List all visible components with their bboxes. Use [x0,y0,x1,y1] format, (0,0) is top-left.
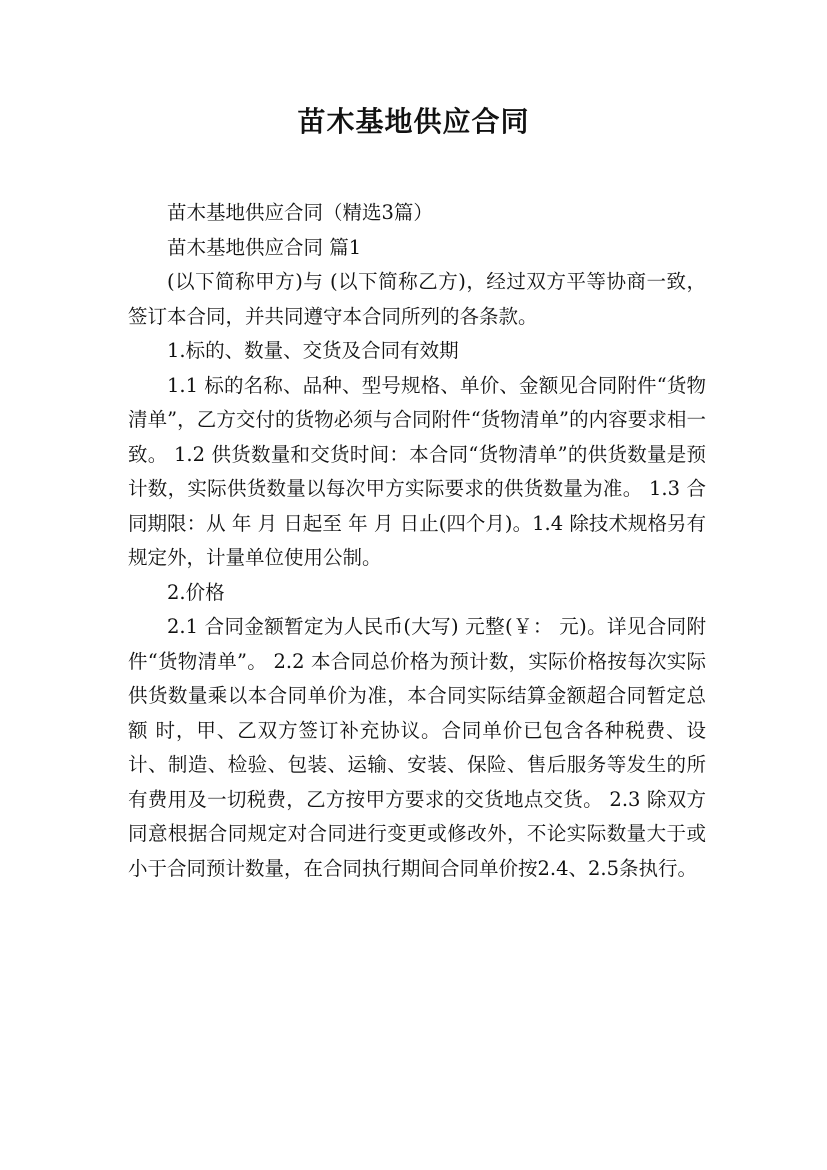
paragraph-section-2: 2.1 合同金额暂定为人民币(大写) 元整(￥： 元)。详见合同附件“货物清单”。 2.2 本合同总价格为预计数，实际价格按每次实际供货数量乘以本合同单价为准，本合同实际结算金额超合同暂定总额 时，甲、乙双方签订补充协议。合同单价已包含各种税费、设计、制造、检验、包装、运输、安装、保险、售后服务等发生的所有费用及一切税费，乙方按甲方要求的交货地点交货。 2.3 除双方同意根据合同规定对合同进行变更或修改外，不论实际数量大于或小于合同预计数量，在合同执行期间合同单价按2.4、2.5条执行。 [128,615,706,880]
paragraph-subtitle: 苗木基地供应合同（精选3篇） [167,201,433,224]
document-body [128,196,706,886]
paragraph-part-heading: 苗木基地供应合同 篇1 [167,235,362,259]
document-title: 苗木基地供应合同 [297,105,530,138]
section-heading-1: 1.标的、数量、交货及合同有效期 [167,339,459,362]
section-heading-2: 2.价格 [167,580,225,604]
paragraph-section-1: 1.1 标的名称、品种、型号规格、单价、金额见合同附件“货物清单”，乙方交付的货物必须与合同附件“货物清单”的内容要求相一致。 1.2 供货数量和交货时间：本合同“货物清单”的供货数量是预计数，实际供货数量以每次甲方实际要求的供货数量为准。 1.3 合同期限：从 年 月 日起至 年 月 日止(四个月)。1.4 除技术规格另有规定外，计量单位使用公制。 [128,373,706,569]
paragraph-parties: (以下简称甲方)与 (以下简称乙方)，经过双方平等协商一致，签订本合同，并共同遵守本合同所列的各条款。 [128,270,706,328]
